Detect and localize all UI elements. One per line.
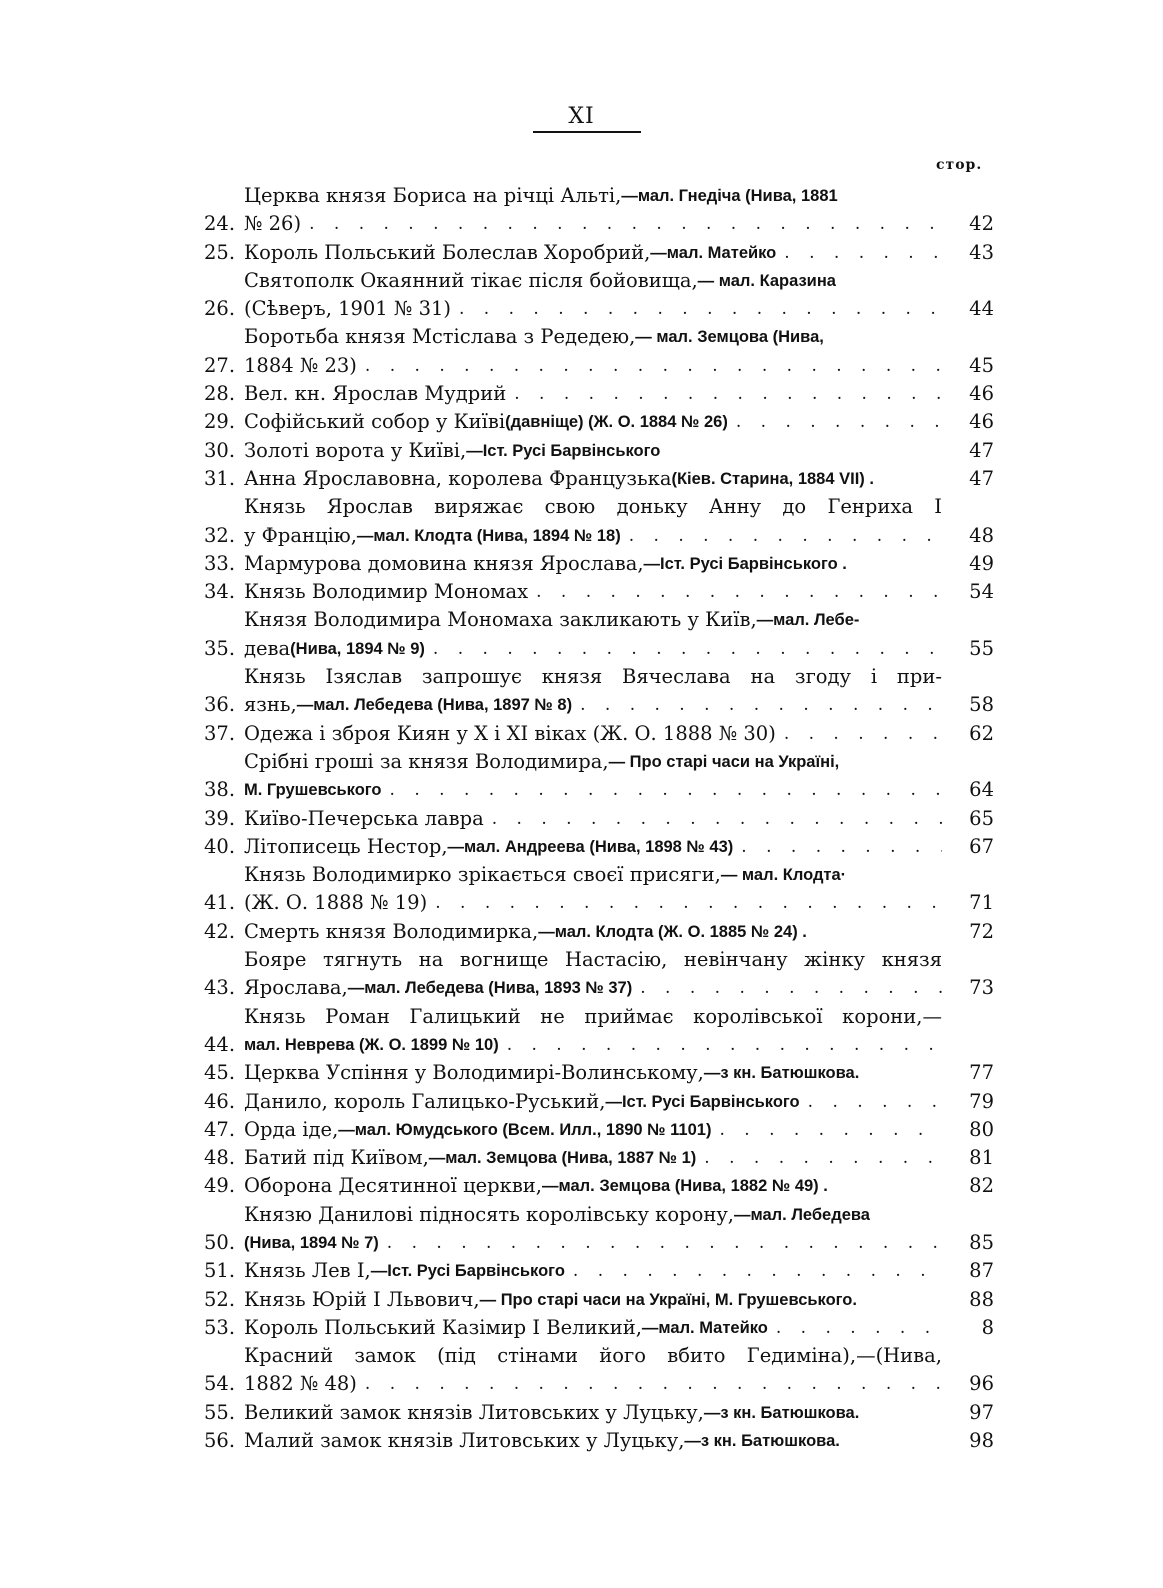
item-line: [244, 323, 942, 351]
item-line: [244, 210, 942, 238]
item-number: 35.: [204, 636, 236, 660]
page-reference: 67: [969, 834, 994, 858]
item-line: [244, 663, 942, 691]
list-item: [204, 1257, 994, 1285]
item-title: [244, 861, 950, 918]
item-source: —Іст. Русі Барвінського: [370, 1262, 565, 1281]
page-reference: 96: [969, 1372, 994, 1396]
item-source: —мал. Клодта (Ж. О. 1885 № 24) .: [538, 922, 807, 941]
page-reference: 65: [969, 806, 994, 830]
item-line: [244, 1059, 942, 1087]
item-text: Одежа і зброя Киян у X і XI віках (Ж. О. 1888 № 30): [244, 721, 776, 745]
page-column-header: стор.: [936, 157, 983, 173]
item-line: [244, 1116, 942, 1144]
page-reference: 44: [969, 297, 994, 321]
dot-leader: [309, 210, 942, 238]
page-reference: 46: [969, 410, 994, 434]
item-number: 42.: [204, 919, 236, 943]
item-source: —мал. Лебе-: [756, 611, 860, 630]
page-reference: 49: [969, 551, 994, 575]
item-source: —мал. Клодта (Нива, 1894 № 18): [356, 526, 621, 545]
item-title: [244, 239, 950, 267]
dot-leader: [580, 691, 942, 719]
item-text: Софійський собор у Київі: [244, 410, 506, 434]
item-title: [244, 380, 950, 408]
item-line: [244, 437, 942, 465]
item-source: —мал. Матейко: [650, 243, 777, 262]
item-source: —мал. Лебедева: [734, 1205, 870, 1224]
illustrations-list: [204, 182, 994, 1455]
list-item: [204, 239, 994, 267]
item-title: [244, 1342, 950, 1399]
item-line: [244, 408, 942, 436]
item-text: Князь Ізяслав запрошує князя Вячеслава на згоду і при-: [244, 665, 942, 689]
item-text: Орда іде,: [244, 1117, 339, 1141]
list-item: [204, 267, 994, 324]
item-line: [244, 295, 942, 323]
list-item: [204, 1003, 994, 1060]
page-reference: 42: [969, 212, 994, 236]
item-source: — мал. Каразина: [697, 271, 836, 290]
item-number: 55.: [204, 1400, 236, 1424]
item-number: 43.: [204, 976, 236, 1000]
item-source: (давніще) (Ж. О. 1884 № 26): [505, 413, 728, 432]
item-text: дева: [244, 636, 291, 660]
item-line: [244, 352, 942, 380]
item-number: 27.: [204, 353, 236, 377]
list-item: [204, 946, 994, 1003]
page-reference: 47: [969, 438, 994, 462]
item-number: 39.: [204, 806, 236, 830]
item-title: [244, 918, 950, 946]
list-item: [204, 1116, 994, 1144]
item-text: Смерть князя Володимирка,: [244, 919, 539, 943]
page-reference: 62: [969, 721, 994, 745]
page-reference: 85: [969, 1230, 994, 1254]
item-text: Срібні гроші за князя Володимира,: [244, 749, 609, 773]
list-item: [204, 606, 994, 663]
item-title: [244, 720, 950, 748]
item-source: мал. Неврева (Ж. О. 1899 № 10): [244, 1035, 499, 1054]
item-line: [244, 748, 942, 776]
item-text: Літописець Нестор,: [244, 834, 448, 858]
item-number: 31.: [204, 466, 236, 490]
item-number: 45.: [204, 1061, 236, 1085]
dot-leader: [365, 352, 942, 380]
item-number: 47.: [204, 1117, 236, 1141]
item-source: —мал. Матейко: [641, 1318, 768, 1337]
item-source: (Кіев. Старина, 1884 VII) .: [671, 469, 874, 488]
dot-leader: [704, 1144, 942, 1172]
item-text: Золоті ворота у Київі,: [244, 438, 467, 462]
item-text: Князь Ярослав виряжає свою доньку Анну до Генриха I: [244, 495, 942, 519]
item-title: [244, 663, 950, 720]
item-line: [244, 974, 942, 1002]
item-title: [244, 1088, 950, 1116]
page-reference: 47: [969, 466, 994, 490]
item-text: Церква Успіння у Володимирі-Волинському,: [244, 1061, 704, 1085]
item-line: [244, 1342, 942, 1370]
list-item: [204, 550, 994, 578]
dot-leader: [736, 408, 942, 436]
item-text: Красний замок (під стінами його вбито Гедиміна),—(Нива,: [244, 1344, 942, 1368]
item-line: [244, 720, 942, 748]
item-number: 40.: [204, 834, 236, 858]
item-source: (Нива, 1894 № 9): [290, 639, 425, 658]
item-text: 1884 № 23): [244, 353, 357, 377]
dot-leader: [435, 889, 942, 917]
list-item: [204, 1399, 994, 1427]
list-item: [204, 748, 994, 805]
page-reference: 80: [969, 1117, 994, 1141]
item-line: [244, 833, 942, 861]
page-reference: 82: [969, 1174, 994, 1198]
item-title: [244, 1257, 950, 1285]
item-source: —мал. Лебедева (Нива, 1897 № 8): [296, 696, 573, 715]
item-text: Король Польський Болеслав Хоробрий,: [244, 240, 651, 264]
item-text: Боротьба князя Мстіслава з Редедею,: [244, 325, 636, 349]
item-line: [244, 1399, 942, 1427]
item-text: Бояре тягнуть на вогнище Настасію, невінчану жінку князя: [244, 948, 942, 972]
dot-leader: [640, 974, 942, 1002]
list-item: [204, 1286, 994, 1314]
item-text: Данило, король Галицько-Руський,: [244, 1089, 606, 1113]
page-reference: 77: [969, 1061, 994, 1085]
list-item: [204, 465, 994, 493]
item-line: [244, 1144, 942, 1172]
item-line: [244, 239, 942, 267]
item-text: Київо-Печерська лавра: [244, 806, 484, 830]
item-line: [244, 1314, 942, 1342]
item-number: 50.: [204, 1230, 236, 1254]
item-number: 29.: [204, 410, 236, 434]
item-number: 44.: [204, 1032, 236, 1056]
item-line: [244, 578, 942, 606]
list-item: [204, 1314, 994, 1342]
item-line: [244, 1031, 942, 1059]
item-title: [244, 833, 950, 861]
list-item: [204, 1144, 994, 1172]
list-item: [204, 1427, 994, 1455]
item-number: 32.: [204, 523, 236, 547]
item-line: [244, 380, 942, 408]
item-line: [244, 1286, 942, 1314]
item-source: — мал. Земцова (Нива,: [635, 328, 824, 347]
item-line: [244, 1229, 942, 1257]
dot-leader: [390, 776, 942, 804]
item-text: Князь Лев I,: [244, 1259, 371, 1283]
item-title: [244, 465, 950, 493]
item-text: Великий замок князів Литовських у Луцьку,: [244, 1400, 704, 1424]
item-number: 33.: [204, 551, 236, 575]
item-text: Князя Володимира Мономаха закликають у Київ,: [244, 608, 757, 632]
item-line: [244, 776, 942, 804]
page-reference: 8: [981, 1315, 994, 1339]
item-text: Князь Володимир Мономах: [244, 580, 529, 604]
page-reference: 45: [969, 353, 994, 377]
item-title: [244, 748, 950, 805]
dot-leader: [459, 295, 942, 323]
page-reference: 71: [969, 891, 994, 915]
dot-leader: [629, 522, 942, 550]
dot-leader: [433, 635, 942, 663]
item-line: [244, 465, 942, 493]
list-item: [204, 833, 994, 861]
item-title: [244, 267, 950, 324]
list-item: [204, 1088, 994, 1116]
dot-leader: [365, 1370, 942, 1398]
list-item: [204, 1172, 994, 1200]
item-number: 51.: [204, 1259, 236, 1283]
item-title: [244, 1286, 950, 1314]
item-line: [244, 889, 942, 917]
item-text: Ярослава,: [244, 976, 348, 1000]
item-number: 30.: [204, 438, 236, 462]
list-item: [204, 182, 994, 239]
item-text: Князь Володимирко зрікається своєї присяги,: [244, 863, 721, 887]
dot-leader: [492, 805, 942, 833]
item-text: Король Польський Казімир I Великий,: [244, 1315, 642, 1339]
page-reference: 73: [969, 976, 994, 1000]
item-line: [244, 805, 942, 833]
dot-leader: [808, 1088, 942, 1116]
item-line: [244, 946, 942, 974]
page-number-rule: [533, 131, 641, 133]
item-title: [244, 1314, 950, 1342]
page-reference: 55: [969, 636, 994, 660]
item-number: 26.: [204, 297, 236, 321]
item-line: [244, 182, 942, 210]
item-source: — Про старі часи на Україні, М. Грушевського.: [479, 1290, 857, 1309]
item-source: —мал. Юмудського (Всем. Илл., 1890 № 1101): [338, 1120, 712, 1139]
list-item: [204, 408, 994, 436]
dot-leader: [784, 720, 942, 748]
item-text: Князь Роман Галицький не приймає королівської корони,—: [244, 1004, 942, 1028]
item-title: [244, 578, 950, 606]
item-number: 48.: [204, 1146, 236, 1170]
item-text: (Ж. О. 1888 № 19): [244, 891, 428, 915]
item-line: [244, 606, 942, 634]
item-source: —з кн. Батюшкова.: [684, 1432, 840, 1451]
list-item: [204, 1342, 994, 1399]
item-number: 25.: [204, 240, 236, 264]
item-text: Малий замок князів Литовських у Луцьку,: [244, 1429, 685, 1453]
item-source: —з кн. Батюшкова.: [703, 1064, 860, 1083]
item-source: —Іст. Русі Барвінського .: [643, 554, 847, 573]
page-reference: 54: [969, 580, 994, 604]
item-number: 56.: [204, 1429, 236, 1453]
list-item: [204, 663, 994, 720]
item-source: —Іст. Русі Барвінського: [466, 441, 661, 460]
item-line: [244, 550, 942, 578]
item-source: — мал. Клодта·: [720, 866, 847, 885]
item-source: —з кн. Батюшкова.: [703, 1403, 860, 1422]
item-number: 36.: [204, 693, 236, 717]
dot-leader: [536, 578, 942, 606]
item-title: [244, 946, 950, 1003]
item-source: М. Грушевського: [244, 781, 382, 800]
item-text: 1882 № 48): [244, 1372, 357, 1396]
item-number: 54.: [204, 1372, 236, 1396]
item-line: [244, 1427, 942, 1455]
item-source: —мал. Андреева (Нива, 1898 № 43): [447, 837, 734, 856]
item-line: [244, 635, 942, 663]
dot-leader: [573, 1257, 942, 1285]
item-text: Анна Ярославовна, королева Французька: [244, 466, 672, 490]
item-title: [244, 1059, 950, 1087]
item-title: [244, 1003, 950, 1060]
page-reference: 79: [969, 1089, 994, 1113]
item-number: 41.: [204, 891, 236, 915]
item-title: [244, 408, 950, 436]
page-reference: 87: [969, 1259, 994, 1283]
list-item: [204, 578, 994, 606]
item-number: 34.: [204, 580, 236, 604]
page-number: XI: [568, 104, 595, 129]
item-number: 24.: [204, 212, 236, 236]
item-text: № 26): [244, 212, 302, 236]
item-title: [244, 1427, 950, 1455]
item-text: Вел. кн. Ярослав Мудрий: [244, 382, 507, 406]
item-title: [244, 493, 950, 550]
dot-leader: [507, 1031, 942, 1059]
list-item: [204, 493, 994, 550]
item-text: Мармурова домовина князя Ярослава,: [244, 551, 644, 575]
dot-leader: [719, 1116, 942, 1144]
item-title: [244, 1201, 950, 1258]
list-item: [204, 1059, 994, 1087]
list-item: [204, 805, 994, 833]
item-line: [244, 1088, 942, 1116]
dot-leader: [387, 1229, 942, 1257]
page-reference: 98: [969, 1429, 994, 1453]
item-source: (Нива, 1894 № 7): [244, 1233, 379, 1252]
item-number: 52.: [204, 1287, 236, 1311]
item-number: 46.: [204, 1089, 236, 1113]
item-number: 53.: [204, 1315, 236, 1339]
list-item: [204, 720, 994, 748]
item-text: Князь Юрій I Львович,: [244, 1287, 480, 1311]
list-item: [204, 918, 994, 946]
list-item: [204, 380, 994, 408]
item-line: [244, 691, 942, 719]
item-title: [244, 1399, 950, 1427]
list-item: [204, 323, 994, 380]
item-source: —мал. Земцова (Нива, 1887 № 1): [428, 1149, 697, 1168]
item-title: [244, 323, 950, 380]
item-title: [244, 805, 950, 833]
item-source: —Іст. Русі Барвінського: [605, 1092, 800, 1111]
item-title: [244, 550, 950, 578]
item-text: Князю Данилові підносять королівську корону,: [244, 1202, 734, 1226]
dot-leader: [514, 380, 942, 408]
item-source: —мал. Гнедіча (Нива, 1881: [621, 187, 838, 205]
list-item: [204, 437, 994, 465]
dot-leader: [741, 833, 942, 861]
page-reference: 46: [969, 382, 994, 406]
page-reference: 97: [969, 1400, 994, 1424]
item-text: Батий під Київом,: [244, 1146, 429, 1170]
item-text: язнь,: [244, 693, 297, 717]
item-line: [244, 1257, 942, 1285]
page-reference: 48: [969, 523, 994, 547]
dot-leader: [784, 239, 942, 267]
item-title: [244, 606, 950, 663]
item-title: [244, 1144, 950, 1172]
item-number: 38.: [204, 778, 236, 802]
page-reference: 81: [969, 1146, 994, 1170]
item-line: [244, 1201, 942, 1229]
page-reference: 58: [969, 693, 994, 717]
item-text: Святополк Окаянний тікає після бойовища,: [244, 268, 698, 292]
item-line: [244, 522, 942, 550]
item-title: [244, 1116, 950, 1144]
item-line: [244, 1172, 942, 1200]
list-item: [204, 1201, 994, 1258]
dot-leader: [776, 1314, 942, 1342]
item-text: у Францію,: [244, 523, 357, 547]
item-number: 49.: [204, 1174, 236, 1198]
item-title: [244, 1172, 950, 1200]
page-reference: 88: [969, 1287, 994, 1311]
item-source: — Про старі часи на Україні,: [608, 752, 840, 771]
item-line: [244, 1003, 942, 1031]
item-source: —мал. Земцова (Нива, 1882 № 49) .: [542, 1177, 828, 1196]
list-item: [204, 861, 994, 918]
item-line: [244, 918, 942, 946]
item-line: [244, 493, 942, 521]
item-title: [244, 437, 950, 465]
page-reference: 64: [969, 778, 994, 802]
item-title: [244, 182, 950, 239]
item-line: [244, 1370, 942, 1398]
item-text: (Сѣверъ, 1901 № 31): [244, 297, 451, 321]
item-line: [244, 861, 942, 889]
item-text: Оборона Десятинної церкви,: [244, 1174, 543, 1198]
page-reference: 72: [969, 919, 994, 943]
item-line: [244, 267, 942, 295]
item-text: Церква князя Бориса на річці Альті,: [244, 184, 622, 207]
page-reference: 43: [969, 240, 994, 264]
item-number: 28.: [204, 382, 236, 406]
item-number: 37.: [204, 721, 236, 745]
item-source: —мал. Лебедева (Нива, 1893 № 37): [347, 979, 633, 998]
